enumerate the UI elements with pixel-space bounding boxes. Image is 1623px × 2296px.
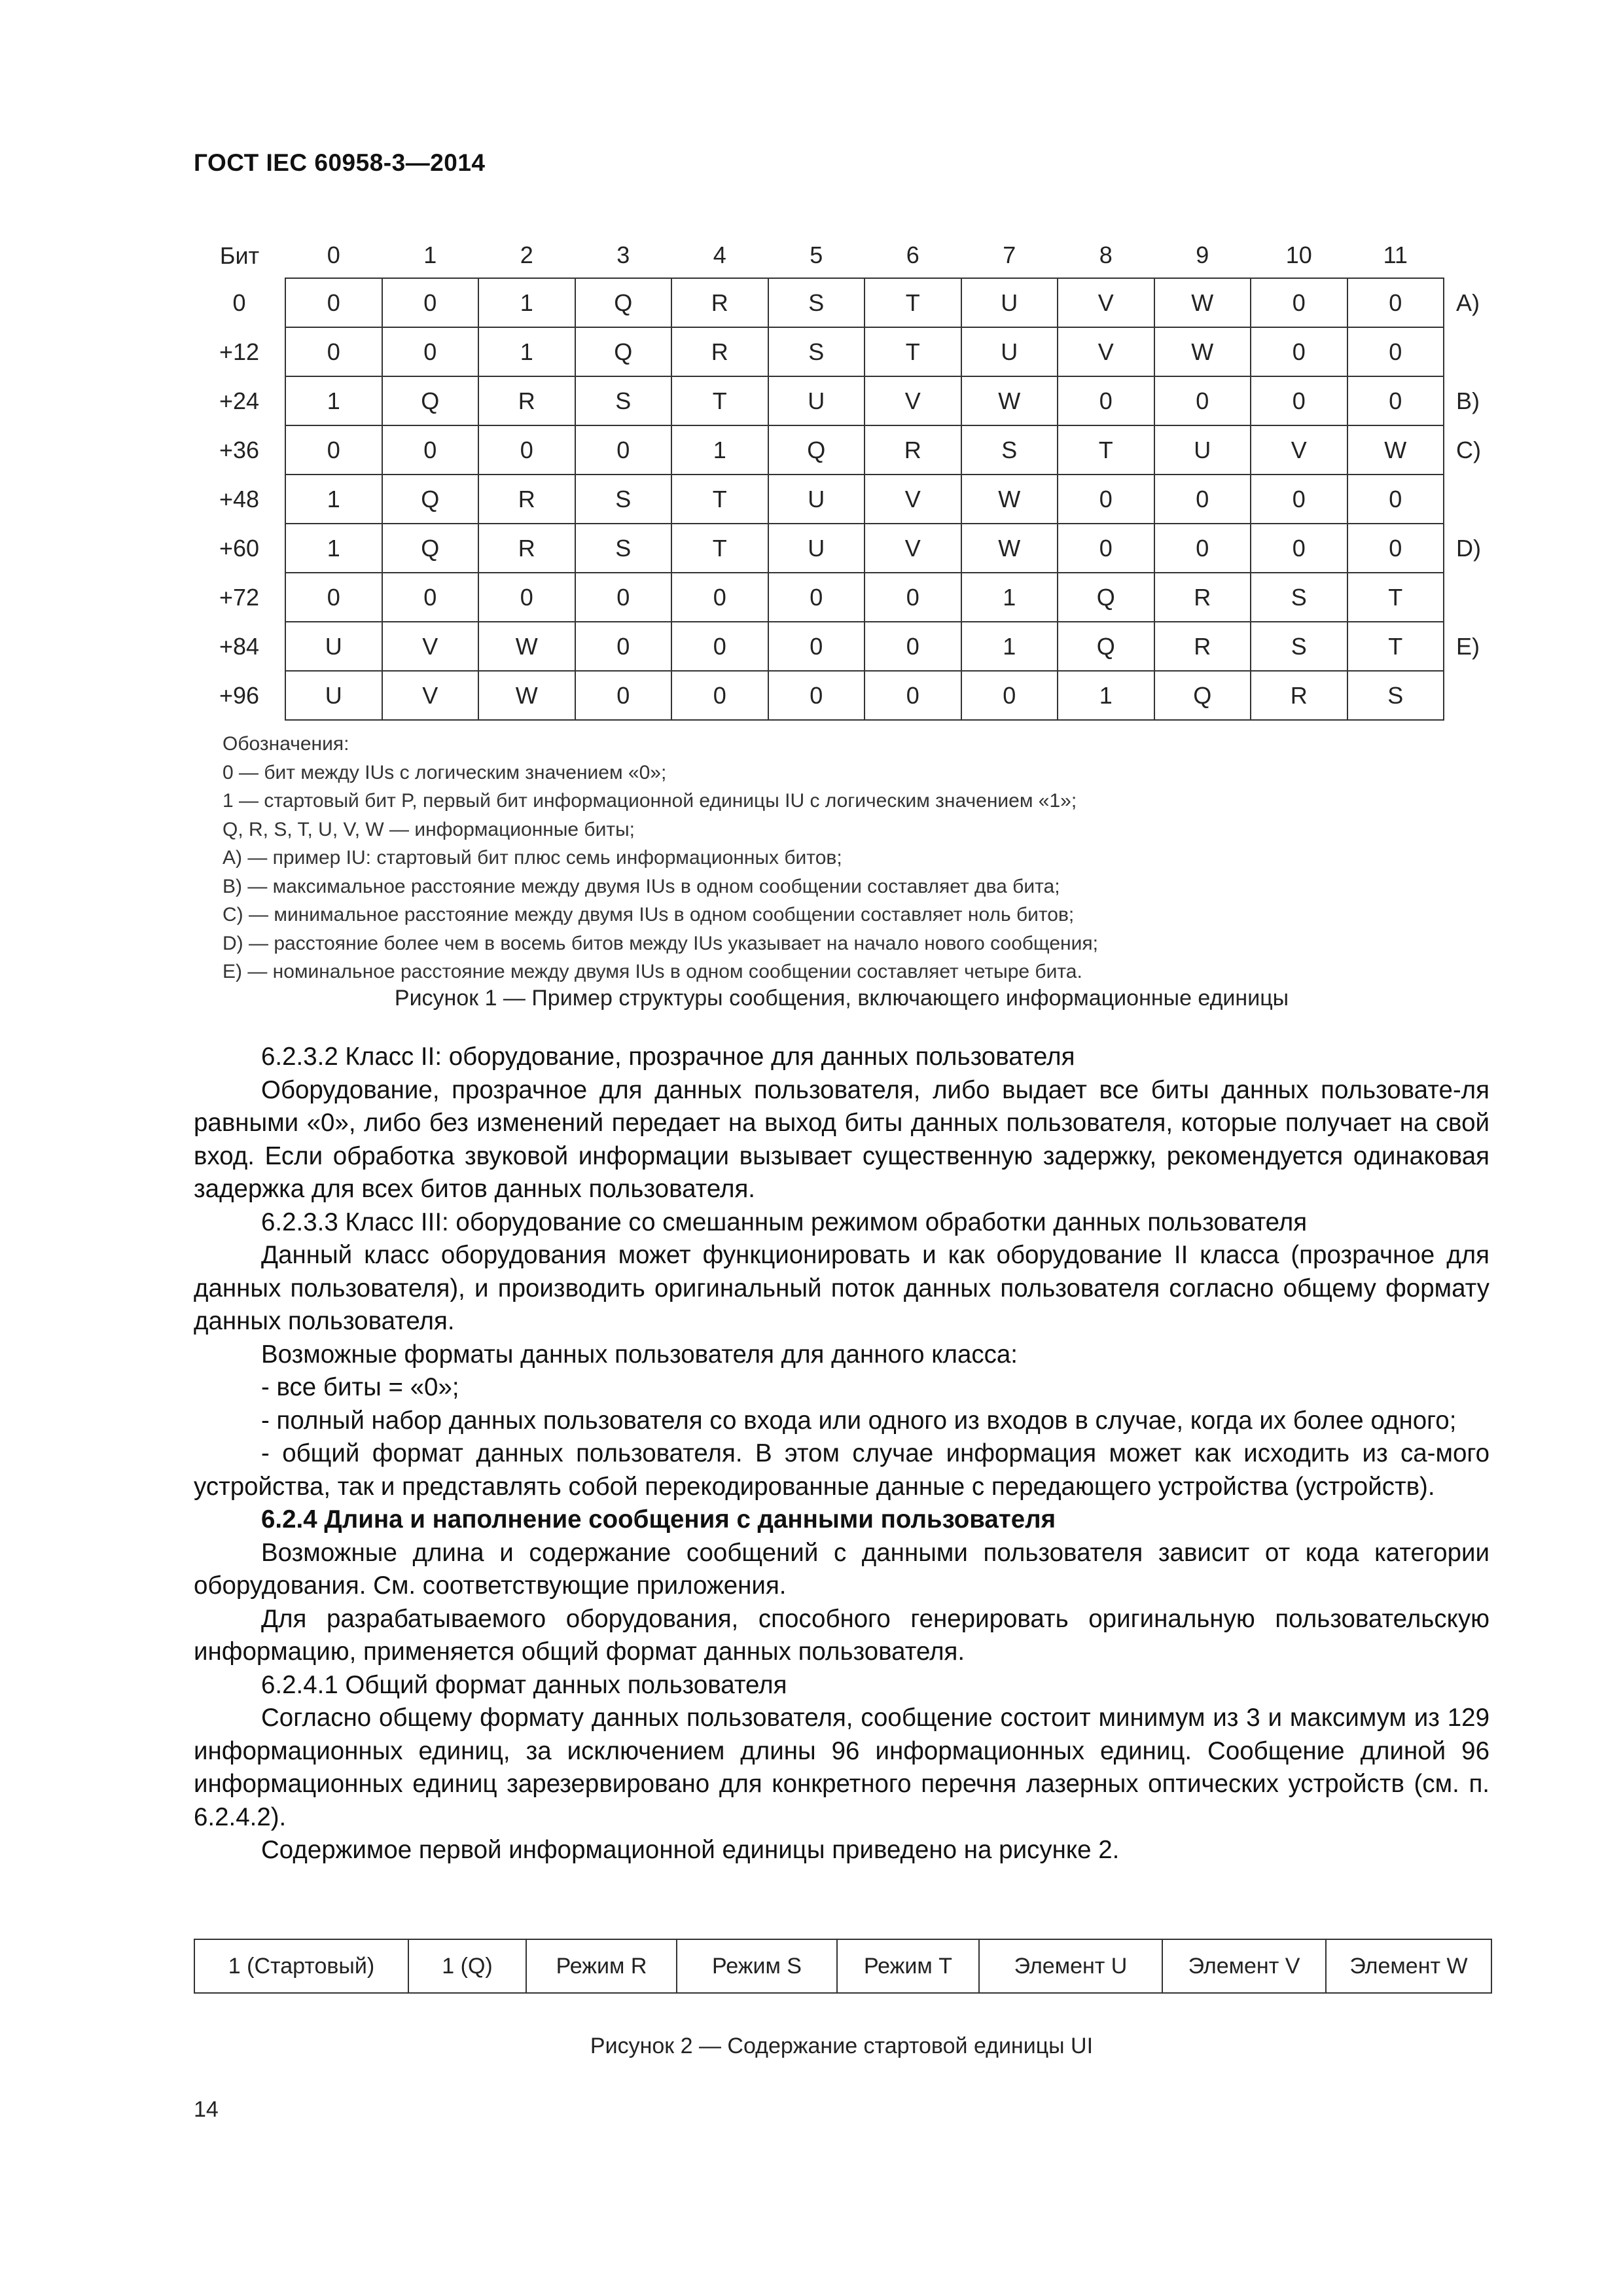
bit-cell: T (671, 475, 768, 524)
bit-cell: U (1154, 425, 1251, 475)
bit-cell: 1 (478, 278, 575, 327)
bit-cell: 0 (1251, 524, 1347, 573)
column-header: 1 (423, 242, 437, 268)
column-header: 11 (1383, 242, 1408, 268)
figure1-caption: Рисунок 1 — Пример структуры сообщения, включающего информационные единицы (394, 986, 1289, 1011)
bit-cell: 1 (1058, 671, 1154, 720)
column-header-label: Бит (219, 242, 260, 269)
bit-structure-table (194, 233, 1509, 721)
row-note: D) (1456, 534, 1481, 562)
bit-cell: 1 (961, 622, 1058, 671)
bit-cell: 0 (961, 671, 1058, 720)
row-label: +12 (219, 338, 260, 365)
paragraph: - все биты = «0»; (261, 1373, 459, 1401)
start-unit-cell: Элемент U (979, 1939, 1162, 1993)
bit-cell: 0 (575, 573, 672, 622)
row-label: +24 (219, 387, 260, 414)
bit-cell: T (1058, 425, 1154, 475)
bit-cell: R (478, 524, 575, 573)
paragraph: Оборудование, прозрачное для данных пользователя, либо выдает все биты данных пользовате-ля равными «0», либо без изменений передает на выход биты данных пользователя, которые получает на свой вход. Если обработка звуковой информации вызывает существенную задержку, рекомендуется одинаковая задержка для всех битов данных пользователя. (194, 1075, 1489, 1203)
page-number: 14 (194, 2097, 219, 2122)
bit-cell: R (1251, 671, 1347, 720)
body-text (194, 1041, 1489, 1867)
legend-line: C) — минимальное расстояние между двумя IUs в одном сообщении составляет ноль битов; (223, 904, 1075, 925)
table-row (194, 671, 1509, 720)
bit-cell: S (1251, 622, 1347, 671)
paragraph: Возможные форматы данных пользователя для данного класса: (261, 1340, 1018, 1369)
bit-cell: R (1154, 573, 1251, 622)
bit-cell: 0 (768, 671, 865, 720)
bit-cell: 0 (1154, 524, 1251, 573)
bit-cell: 0 (382, 278, 479, 327)
bit-cell: S (961, 425, 1058, 475)
bit-cell: 0 (865, 573, 961, 622)
bit-cell: 1 (671, 425, 768, 475)
bit-cell: S (1347, 671, 1444, 720)
bit-cell: Q (1058, 622, 1154, 671)
bit-cell: R (865, 425, 961, 475)
bit-cell: 0 (1251, 278, 1347, 327)
section-heading: 6.2.4 Длина и наполнение сообщения с данными пользователя (261, 1505, 1056, 1534)
bit-cell: 0 (382, 573, 479, 622)
bit-cell: W (478, 622, 575, 671)
bit-cell: 0 (1251, 376, 1347, 425)
legend-line: E) — номинальное расстояние между двумя IUs в одном сообщении составляет четыре бита. (223, 961, 1082, 982)
bit-cell: 0 (1154, 475, 1251, 524)
bit-cell: W (478, 671, 575, 720)
bit-cell: S (768, 278, 865, 327)
bit-cell: S (575, 475, 672, 524)
row-label: +96 (219, 681, 260, 709)
bit-cell: 0 (478, 425, 575, 475)
table-row (194, 278, 1509, 327)
bit-cell: U (768, 524, 865, 573)
bit-cell: U (768, 475, 865, 524)
bit-cell: S (575, 524, 672, 573)
start-unit-table (194, 1939, 1492, 1994)
bit-cell: 0 (671, 573, 768, 622)
table-row (194, 327, 1509, 376)
start-unit-cell: Режим S (677, 1939, 837, 1993)
bit-cell: 0 (1058, 475, 1154, 524)
bit-cell: T (671, 524, 768, 573)
table-row (194, 475, 1509, 524)
table-row (194, 573, 1509, 622)
bit-cell: 0 (285, 278, 382, 327)
start-unit-cell: 1 (Q) (408, 1939, 526, 1993)
figure1-legend (223, 730, 1466, 986)
row-note (1444, 573, 1509, 622)
row-label: +60 (219, 534, 260, 562)
paragraph: 6.2.3.3 Класс III: оборудование со смешанным режимом обработки данных пользователя (261, 1208, 1308, 1236)
row-label: +72 (219, 583, 260, 611)
bit-cell: 0 (285, 327, 382, 376)
bit-cell: V (865, 376, 961, 425)
bit-cell: 0 (1154, 376, 1251, 425)
bit-cell: 0 (575, 622, 672, 671)
bit-cell: W (961, 376, 1058, 425)
bit-cell: T (671, 376, 768, 425)
column-header: 10 (1285, 242, 1312, 268)
bit-cell: V (865, 524, 961, 573)
bit-cell: 0 (1058, 524, 1154, 573)
bit-cell: 1 (285, 524, 382, 573)
bit-cell: W (1154, 278, 1251, 327)
bit-cell: U (961, 327, 1058, 376)
legend-line: 1 — стартовый бит P, первый бит информационной единицы IU с логическим значением «1»; (223, 790, 1077, 812)
bit-cell: Q (382, 376, 479, 425)
document-header: ГОСТ IEC 60958-3—2014 (194, 149, 486, 176)
bit-cell: W (961, 524, 1058, 573)
bit-cell: R (1154, 622, 1251, 671)
column-header: 3 (616, 242, 630, 268)
bit-cell: T (1347, 573, 1444, 622)
paragraph: - полный набор данных пользователя со входа или одного из входов в случае, когда их более одного; (261, 1406, 1457, 1435)
column-header-spacer (1444, 233, 1509, 278)
bit-cell: S (1251, 573, 1347, 622)
paragraph: Содержимое первой информационной единицы приведено на рисунке 2. (261, 1836, 1120, 1864)
start-unit-cell: Элемент W (1326, 1939, 1491, 1993)
bit-cell: 0 (768, 622, 865, 671)
bit-cell: V (382, 622, 479, 671)
bit-cell: 1 (961, 573, 1058, 622)
row-note: E) (1456, 632, 1480, 660)
table-row (194, 376, 1509, 425)
row-label: 0 (232, 289, 246, 316)
figure2-caption: Рисунок 2 — Содержание стартовой единицы UI (590, 2034, 1094, 2058)
table-row (194, 1939, 1491, 1993)
bit-cell: V (1058, 327, 1154, 376)
bit-cell: 0 (382, 425, 479, 475)
bit-cell: U (285, 671, 382, 720)
bit-cell: R (478, 376, 575, 425)
bit-cell: 0 (285, 573, 382, 622)
table-row (194, 524, 1509, 573)
start-unit-cell: 1 (Стартовый) (194, 1939, 408, 1993)
bit-cell: T (865, 327, 961, 376)
row-label: +84 (219, 632, 260, 660)
bit-cell: U (961, 278, 1058, 327)
bit-cell: 0 (865, 622, 961, 671)
bit-cell: 0 (1347, 376, 1444, 425)
row-note: B) (1456, 387, 1480, 414)
paragraph: Возможные длина и содержание сообщений с данными пользователя зависит от кода категории оборудования. См. соответствующие приложения. (194, 1538, 1489, 1600)
bit-cell: Q (768, 425, 865, 475)
bit-cell: T (865, 278, 961, 327)
bit-cell: Q (575, 327, 672, 376)
bit-cell: 0 (575, 425, 672, 475)
bit-cell: Q (1058, 573, 1154, 622)
bit-cell: S (575, 376, 672, 425)
bit-cell: 0 (865, 671, 961, 720)
bit-cell: 0 (1251, 475, 1347, 524)
bit-cell: U (285, 622, 382, 671)
bit-cell: 0 (1251, 327, 1347, 376)
legend-line: 0 — бит между IUs с логическим значением «0»; (223, 761, 667, 783)
bit-cell: R (671, 278, 768, 327)
bit-cell: Q (575, 278, 672, 327)
bit-cell: 1 (478, 327, 575, 376)
start-unit-cell: Режим R (526, 1939, 677, 1993)
bit-cell: 0 (575, 671, 672, 720)
bit-cell: R (478, 475, 575, 524)
legend-line: B) — максимальное расстояние между двумя IUs в одном сообщении составляет два бита; (223, 875, 1060, 897)
bit-cell: V (1251, 425, 1347, 475)
bit-cell: 0 (1347, 475, 1444, 524)
bit-cell: 0 (1347, 524, 1444, 573)
bit-cell: V (865, 475, 961, 524)
bit-cell: W (961, 475, 1058, 524)
column-header: 9 (1196, 242, 1209, 268)
paragraph: - общий формат данных пользователя. В этом случае информация может как исходить из са-мого устройства, так и представлять собой перекодированные данные с передающего устройства (устройств). (194, 1439, 1489, 1501)
bit-cell: Q (1154, 671, 1251, 720)
row-note (1444, 671, 1509, 720)
start-unit-cell: Режим T (837, 1939, 979, 1993)
paragraph: Согласно общему формату данных пользователя, сообщение состоит минимум из 3 и максимум из 129 информационных единиц, за исключением длины 96 информационных единиц. Сообщение длиной 96 информационных единиц зарезервировано для конкретного перечня лазерных оптических устройств (см. п. 6.2.4.2). (194, 1704, 1489, 1831)
column-header: 7 (1003, 242, 1016, 268)
row-note (1444, 475, 1509, 524)
start-unit-cell: Элемент V (1162, 1939, 1326, 1993)
paragraph: 6.2.3.2 Класс II: оборудование, прозрачное для данных пользователя (261, 1043, 1075, 1071)
row-note: A) (1456, 289, 1480, 316)
bit-cell: 0 (768, 573, 865, 622)
column-header: 0 (327, 242, 340, 268)
bit-cell: 0 (382, 327, 479, 376)
legend-line: A) — пример IU: стартовый бит плюс семь информационных битов; (223, 847, 842, 869)
legend-line: D) — расстояние более чем в восемь битов между IUs указывает на начало нового сообщения; (223, 932, 1098, 954)
bit-cell: 0 (1347, 278, 1444, 327)
bit-cell: Q (382, 475, 479, 524)
row-note (1444, 327, 1509, 376)
bit-cell: R (671, 327, 768, 376)
bit-cell: W (1154, 327, 1251, 376)
paragraph: Данный класс оборудования может функционировать и как оборудование II класса (прозрачное для данных пользователя), и производить оригинальный поток данных пользователя согласно общему формату данных пользователя. (194, 1241, 1489, 1335)
legend-line: Q, R, S, T, U, V, W — информационные биты; (223, 818, 635, 840)
bit-cell: S (768, 327, 865, 376)
bit-cell: 0 (285, 425, 382, 475)
bit-cell: V (382, 671, 479, 720)
bit-cell: 1 (285, 376, 382, 425)
column-header: 2 (520, 242, 533, 268)
bit-cell: V (1058, 278, 1154, 327)
row-label: +48 (219, 485, 260, 512)
bit-cell: 0 (1058, 376, 1154, 425)
bit-cell: U (768, 376, 865, 425)
table-row (194, 622, 1509, 671)
row-note: C) (1456, 436, 1481, 463)
row-label: +36 (219, 436, 260, 463)
paragraph: 6.2.4.1 Общий формат данных пользователя (261, 1670, 787, 1699)
bit-cell: T (1347, 622, 1444, 671)
legend-line: Обозначения: (223, 733, 349, 755)
table-header-row (194, 233, 1509, 278)
column-header: 6 (906, 242, 919, 268)
column-header: 5 (810, 242, 823, 268)
bit-cell: 0 (671, 671, 768, 720)
bit-cell: 0 (1347, 327, 1444, 376)
table-row (194, 425, 1509, 475)
column-header: 8 (1099, 242, 1113, 268)
bit-cell: 0 (478, 573, 575, 622)
bit-cell: W (1347, 425, 1444, 475)
bit-cell: 0 (671, 622, 768, 671)
paragraph: Для разрабатываемого оборудования, способного генерировать оригинальную пользовательскую информацию, применяется общий формат данных пользователя. (194, 1604, 1489, 1666)
column-header: 4 (713, 242, 726, 268)
bit-cell: 1 (285, 475, 382, 524)
bit-cell: Q (382, 524, 479, 573)
